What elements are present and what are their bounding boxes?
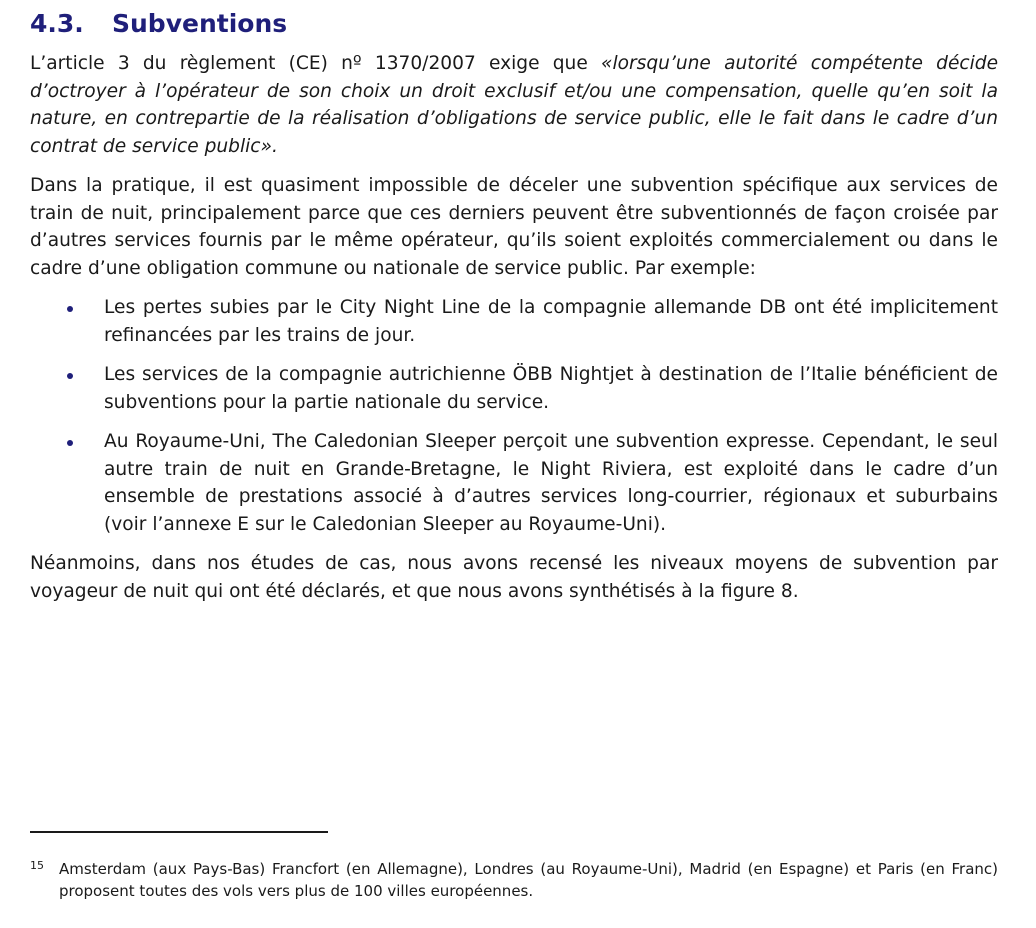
paragraph-conclusion: Néanmoins, dans nos études de cas, nous avons recensé les niveaux moyens de subvention par voyageur de nuit qui ont été déclarés, et que nous avons synthétisés à la figure 8. xyxy=(30,553,998,602)
footnote xyxy=(30,858,998,902)
examples-list xyxy=(30,294,998,538)
footnote-number: 15 xyxy=(30,859,44,872)
regulation-quote: «lorsqu’une autorité compétente décide d’octroyer à l’opérateur de son choix un droit exclusif et/ou une compensation, quelle qu’en soit la nature, en contrepartie de la réalisation d’obligations de service public, elle le fait dans le cadre d’un contrat de service public». xyxy=(30,53,999,157)
footnote-text: Amsterdam (aux Pays-Bas) Francfort (en Allemagne), Londres (au Royaume-Uni), Madrid (en Espagne) et Paris (en Franc) proposent toutes des vols vers plus de 100 villes européennes. xyxy=(59,860,998,900)
list-item xyxy=(30,361,998,416)
list-item-text: Au Royaume-Uni, The Caledonian Sleeper perçoit une subvention expresse. Cependant, le seul autre train de nuit en Grande-Bretagne, le Night Riviera, est exploité dans le cadre d’un ensemble de prestations associé à d’autres services long-courrier, régionaux et suburbains (voir l’annexe E sur le Caledonian Sleeper au Royaume-Uni). xyxy=(104,431,998,535)
list-item-text: Les pertes subies par le City Night Line de la compagnie allemande DB ont été implicitement refinancées par les trains de jour. xyxy=(104,297,998,346)
list-item xyxy=(30,428,998,538)
section-heading xyxy=(30,6,998,42)
paragraph-lead-text: L’article 3 du règlement (CE) nº 1370/2007 exige que xyxy=(30,53,602,74)
bullet-icon xyxy=(67,373,73,379)
paragraph-practice: Dans la pratique, il est quasiment impossible de déceler une subvention spécifique aux services de train de nuit, principalement parce que ces derniers peuvent être subventionnés de façon croisée par d’autres services fournis par le même opérateur, qu’ils soient exploités commercialement ou dans le cadre d’une obligation commune ou nationale de service public. Par exemple: xyxy=(30,175,998,279)
bullet-icon xyxy=(67,440,73,446)
list-item xyxy=(30,294,998,349)
list-item-text: Les services de la compagnie autrichienne ÖBB Nightjet à destination de l’Italie bénéficient de subventions pour la partie nationale du service. xyxy=(104,364,998,413)
bullet-icon xyxy=(67,306,73,312)
section-number: 4.3. xyxy=(30,9,84,38)
section-title: Subventions xyxy=(112,9,288,38)
footnote-divider xyxy=(30,831,328,833)
document-page xyxy=(30,6,998,617)
paragraph-regulation-quote xyxy=(30,50,998,160)
